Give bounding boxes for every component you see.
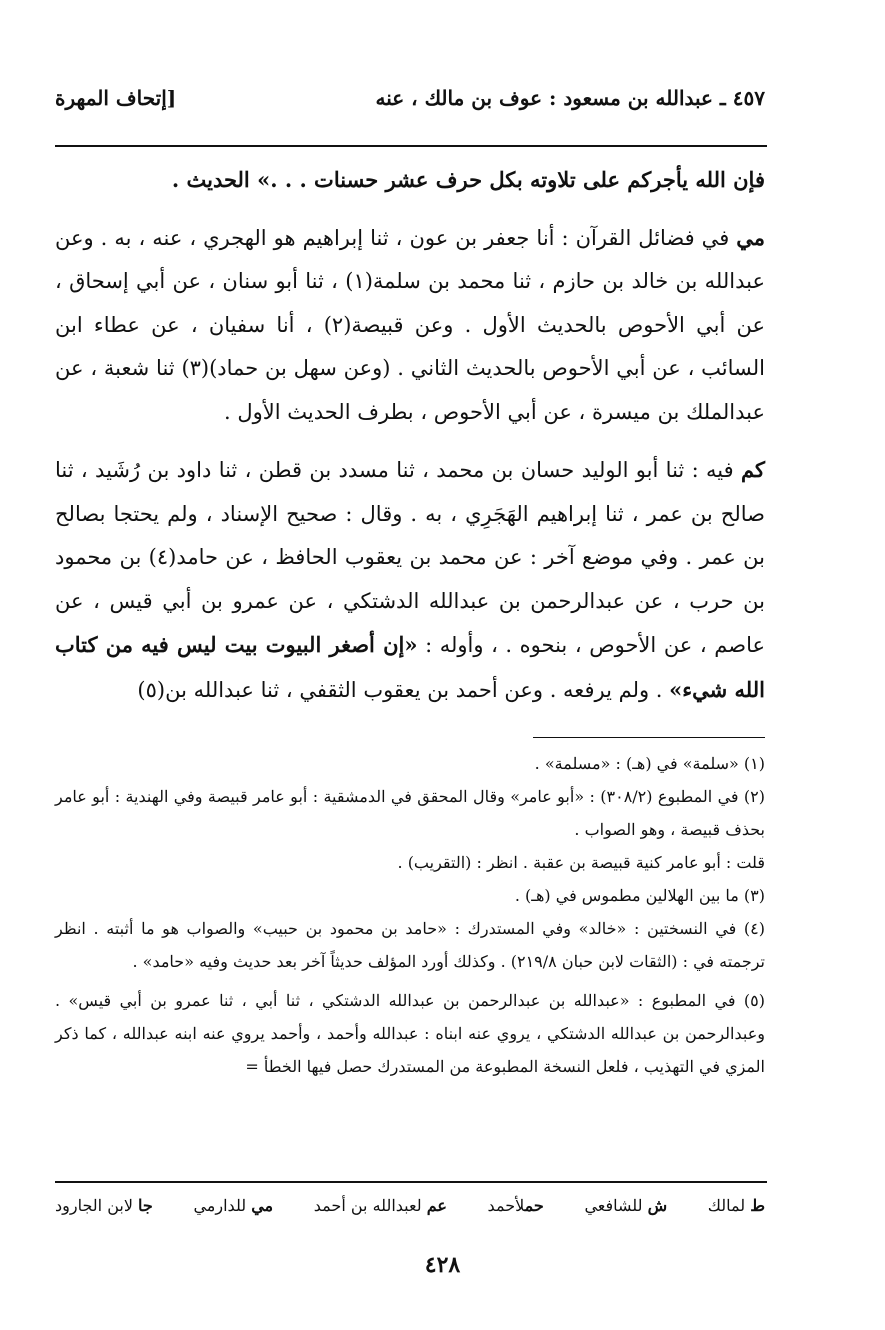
- sigla-divider: [55, 1181, 767, 1183]
- header-title: ٤٥٧ ـ عبدالله بن مسعود : عوف بن مالك ، عنه: [375, 86, 765, 110]
- paragraph-darimi-text: في فضائل القرآن : أنا جعفر بن عون ، ثنا إبراهيم هو الهجري ، عنه ، به . وعن عبدالله بن خالد بن حازم ، ثنا محمد بن سلمة(١) ، ثنا أبو سنان ، عن أبي إسحاق ، عن أبي الأحوص بالحديث الأول . وعن قبيصة(٢) ، أنا سفيان ، عن عطاء ابن السائب ، عن أبي الأحوص بالحديث الثاني . (وعن سهل بن حماد)(٣) ثنا شعبة ، عن عبدالملك بن ميسرة ، عن أبي الأحوص ، بطرف الحديث الأول .: [55, 225, 766, 424]
- page-number: ٤٢٨: [424, 1252, 461, 1278]
- paragraph-darimi: [55, 216, 765, 435]
- siglum-item: ش للشافعي: [584, 1196, 668, 1215]
- siglum-mi: مي: [736, 224, 765, 250]
- footnote-5: (٥) في المطبوع : «عبدالله بن عبدالرحمن بن عبدالله الدشتكي ، ثنا أبي ، ثنا عمرو بن أبي قيس» . وعبدالرحمن بن عبدالله الدشتكي ، يروي عنه ابناه : عبدالله وأحمد ، وأحمد يروي عنه ابنه عبدالله ، كما ذكر المزي في التهذيب ، فلعل النسخة المطبوعة من المستدرك حصل فيها الخطأ =: [55, 991, 766, 1076]
- main-text: [55, 158, 765, 712]
- footnote-divider: [533, 737, 765, 738]
- footnote-3: (٣) ما بين الهلالين مطموس في (هـ) .: [514, 886, 765, 905]
- running-header: [55, 86, 765, 110]
- footnote-2: (٢) في المطبوع (٣٠٨/٢) : «أبو عامر» وقال المحقق في الدمشقية : أبو عامر قبيصة وفي الهندية : أبو عامر بحذف قبيصة ، وهو الصواب .: [55, 787, 766, 839]
- paragraph-hakim: [55, 448, 765, 712]
- footnotes: [55, 747, 765, 1083]
- siglum-item: عم لعبدالله بن أحمد: [313, 1196, 447, 1215]
- siglum-item: حملأحمد: [487, 1196, 544, 1215]
- paragraph-hakim-text-b: . ولم يرفعه . وعن أحمد بن يعقوب الثقفي ، ثنا عبدالله بن(٥): [137, 677, 670, 702]
- paragraph-hakim-text-a: فيه : ثنا أبو الوليد حسان بن محمد ، ثنا مسدد بن قطن ، ثنا داود بن رُشَيد ، ثنا صالح بن عمر ، ثنا إبراهيم الهَجَرِي ، به . وقال : صحيح الإسناد ، ولم يحتجا بصالح بن عمر . وفي موضع آخر : عن محمد بن يعقوب الحافظ ، عن حامد(٤) بن محمود بن حرب ، عن عبدالرحمن بن عبدالله الدشتكي ، عن عمرو بن أبي قيس ، عن عاصم ، عن الأحوص ، بنحوه . ، وأوله :: [55, 458, 766, 657]
- footnote-4: (٤) في النسختين : «خالد» وفي المستدرك : «حامد بن محمود بن حبيب» والصواب هو ما أثبته . انظر ترجمته في : (الثقات لابن حبان ٢١٩/٨) . وكذلك أورد المؤلف حديثاً آخر بعد حديث وفيه «حامد» .: [55, 919, 765, 971]
- siglum-item: جا لابن الجارود: [55, 1196, 153, 1215]
- header-divider: [55, 145, 767, 147]
- siglum-item: مي للدارمي: [193, 1196, 274, 1215]
- sigla-legend: [55, 1196, 765, 1215]
- footnote-1: (١) «سلمة» في (هـ) : «مسلمة» .: [534, 754, 765, 773]
- siglum-km: كم: [741, 457, 765, 482]
- header-book-title: [إتحاف المهرة: [55, 86, 177, 110]
- footnote-2-note: قلت : أبو عامر كنية قبيصة بن عقبة . انظر : (التقريب) .: [397, 853, 765, 872]
- siglum-item: ط لمالك: [707, 1196, 765, 1215]
- hadith-ending: فإن الله يأجركم على تلاوته بكل حرف عشر حسنات . . .» الحديث .: [171, 167, 765, 192]
- hadith-quote: «إن أصغر البيوت بيت ليس فيه من كتاب الله شيء»: [55, 632, 765, 702]
